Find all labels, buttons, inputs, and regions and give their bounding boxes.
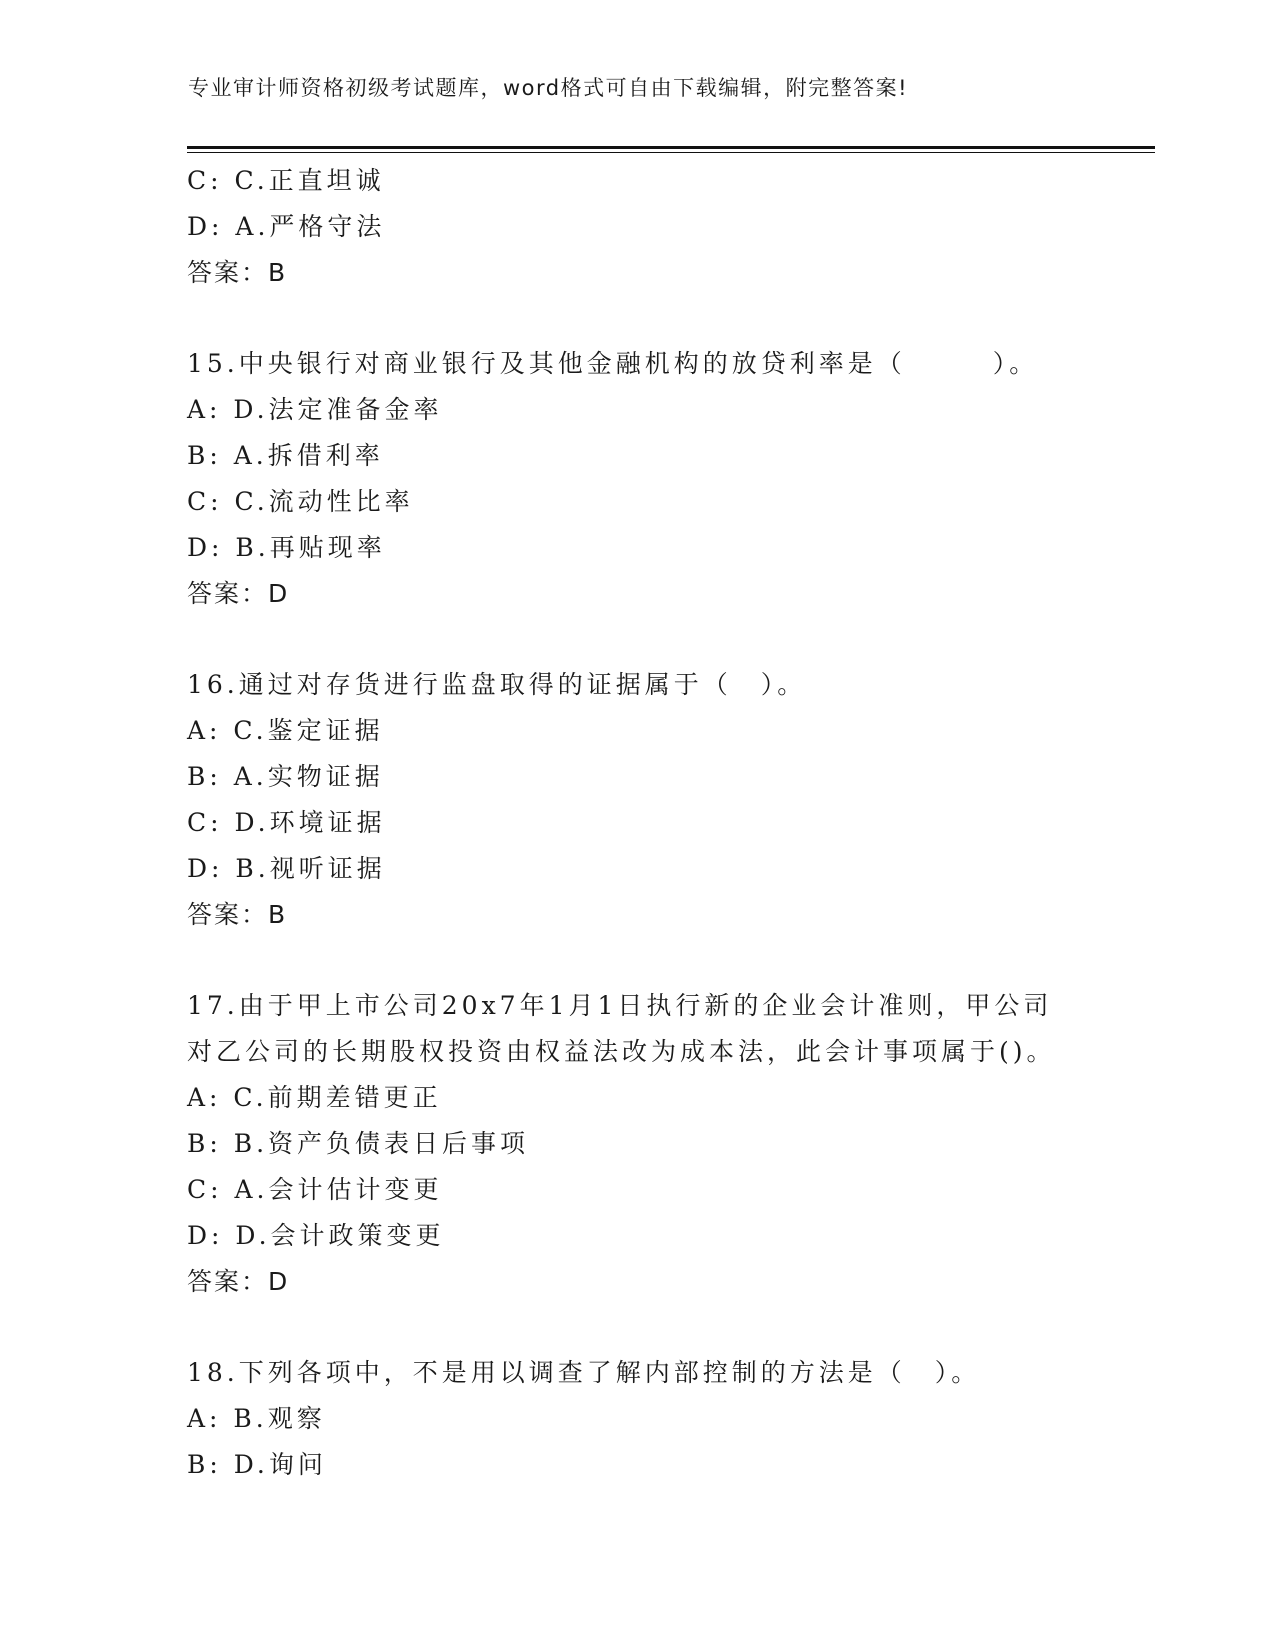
answer: 答案：D bbox=[187, 579, 290, 608]
question-17 bbox=[187, 983, 1107, 1305]
spacer bbox=[187, 1305, 1107, 1350]
question-stem: 16.通过对存货进行监盘取得的证据属于（ ）。 bbox=[187, 670, 807, 699]
option-a: A: C.鉴定证据 bbox=[187, 716, 384, 745]
option-d: D: D.会计政策变更 bbox=[187, 1221, 445, 1250]
answer: 答案：D bbox=[187, 1267, 290, 1296]
option-b: B: A.拆借利率 bbox=[187, 441, 384, 470]
question-14-tail bbox=[187, 158, 1107, 296]
question-stem-line-2: 对乙公司的长期股权投资由权益法改为成本法，此会计事项属于()。 bbox=[187, 1037, 1056, 1066]
option-a: A: C.前期差错更正 bbox=[187, 1083, 442, 1112]
option-a: A: D.法定准备金率 bbox=[187, 395, 443, 424]
option-c: C: A.会计估计变更 bbox=[187, 1175, 443, 1204]
header-rule-thick bbox=[187, 146, 1155, 149]
answer: 答案：B bbox=[187, 258, 288, 287]
question-15 bbox=[187, 341, 1107, 617]
question-stem: 18.下列各项中，不是用以调查了解内部控制的方法是（ ）。 bbox=[187, 1358, 981, 1387]
option-d: D: B.视听证据 bbox=[187, 854, 386, 883]
option-d: D: B.再贴现率 bbox=[187, 533, 386, 562]
option-c: C: D.环境证据 bbox=[187, 808, 386, 837]
option-d: D: A.严格守法 bbox=[187, 212, 386, 241]
question-stem-line-1: 17.由于甲上市公司20x7年1月1日执行新的企业会计准则，甲公司 bbox=[187, 991, 1053, 1020]
option-c: C: C.流动性比率 bbox=[187, 487, 414, 516]
option-b: B: D.询问 bbox=[187, 1450, 327, 1479]
option-b: B: B.资产负债表日后事项 bbox=[187, 1129, 530, 1158]
spacer bbox=[187, 938, 1107, 983]
page-header: 专业审计师资格初级考试题库，word格式可自由下载编辑，附完整答案! bbox=[188, 76, 909, 100]
spacer bbox=[187, 296, 1107, 341]
question-stem: 15.中央银行对商业银行及其他金融机构的放贷利率是（ ）。 bbox=[187, 349, 1039, 378]
question-list bbox=[187, 158, 1107, 1488]
question-18 bbox=[187, 1350, 1107, 1488]
option-a: A: B.观察 bbox=[187, 1404, 326, 1433]
answer: 答案：B bbox=[187, 900, 288, 929]
header-rule-thin bbox=[187, 152, 1155, 153]
option-c: C: C.正直坦诚 bbox=[187, 166, 385, 195]
option-b: B: A.实物证据 bbox=[187, 762, 384, 791]
question-16 bbox=[187, 662, 1107, 938]
spacer bbox=[187, 617, 1107, 662]
